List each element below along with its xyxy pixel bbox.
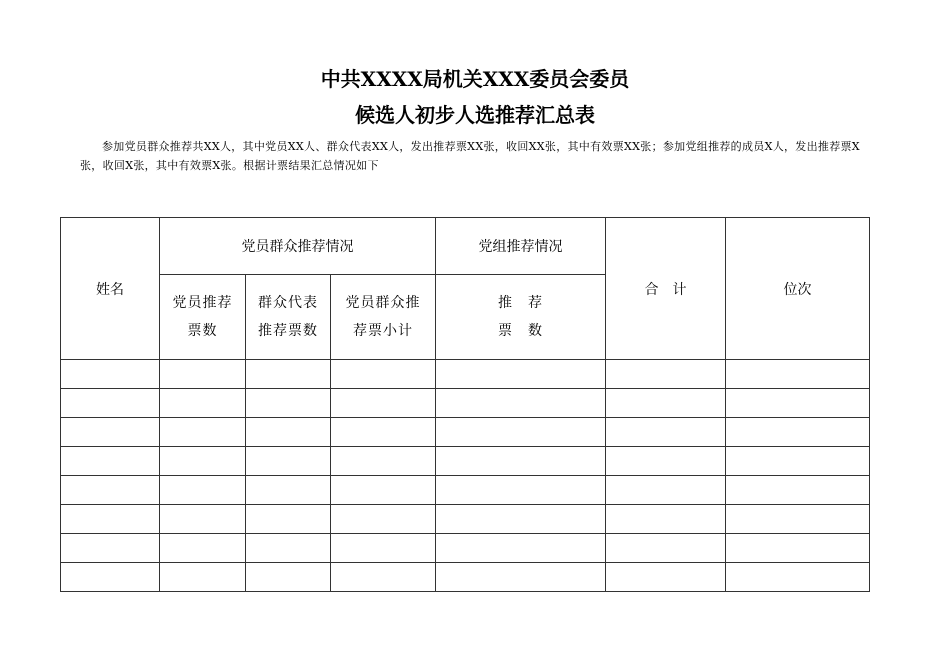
cell-party-member-votes[interactable] (160, 389, 246, 418)
table-row (61, 389, 870, 418)
cell-party-group-votes[interactable] (436, 389, 606, 418)
cell-total[interactable] (606, 360, 726, 389)
cell-name[interactable] (61, 476, 160, 505)
document-title-line1: 中共XXXX局机关XXX委员会委员 (320, 67, 630, 91)
cell-rank[interactable] (726, 563, 870, 592)
recommendation-summary-table (60, 217, 870, 592)
header-name: 姓名 (61, 218, 160, 360)
cell-name[interactable] (61, 360, 160, 389)
cell-total[interactable] (606, 476, 726, 505)
cell-name[interactable] (61, 418, 160, 447)
intro-paragraph: 参加党员群众推荐共XX人，其中党员XX人、群众代表XX人，发出推荐票XX张，收回XX张，其中有效票XX张；参加党组推荐的成员X人，发出推荐票X张，收回X张，其中有效票X张。根据计票结果汇总情况如下 (80, 140, 860, 172)
cell-mass-rep-votes[interactable] (246, 534, 331, 563)
table-row (61, 534, 870, 563)
cell-party-member-votes[interactable] (160, 476, 246, 505)
cell-mass-rep-votes[interactable] (246, 476, 331, 505)
document-title-line2: 候选人初步人选推荐汇总表 (355, 103, 595, 127)
cell-name[interactable] (61, 563, 160, 592)
header-total: 合 计 (606, 218, 726, 360)
cell-total[interactable] (606, 447, 726, 476)
header-row-group (61, 218, 870, 275)
cell-votes-subtotal[interactable] (331, 360, 436, 389)
cell-mass-rep-votes[interactable] (246, 447, 331, 476)
table-row (61, 476, 870, 505)
cell-mass-rep-votes[interactable] (246, 418, 331, 447)
cell-total[interactable] (606, 389, 726, 418)
table-row (61, 563, 870, 592)
cell-rank[interactable] (726, 360, 870, 389)
table-row (61, 447, 870, 476)
cell-mass-rep-votes[interactable] (246, 360, 331, 389)
cell-name[interactable] (61, 505, 160, 534)
cell-party-member-votes[interactable] (160, 534, 246, 563)
cell-party-group-votes[interactable] (436, 360, 606, 389)
cell-mass-rep-votes[interactable] (246, 505, 331, 534)
cell-votes-subtotal[interactable] (331, 505, 436, 534)
header-party-member-votes: 党员推荐 票数 (160, 275, 246, 360)
cell-party-member-votes[interactable] (160, 563, 246, 592)
cell-rank[interactable] (726, 476, 870, 505)
cell-name[interactable] (61, 534, 160, 563)
cell-party-group-votes[interactable] (436, 447, 606, 476)
header-party-group-recommendation: 党组推荐情况 (436, 218, 606, 275)
cell-party-group-votes[interactable] (436, 534, 606, 563)
table-row (61, 418, 870, 447)
cell-name[interactable] (61, 389, 160, 418)
cell-party-group-votes[interactable] (436, 563, 606, 592)
cell-votes-subtotal[interactable] (331, 563, 436, 592)
cell-party-group-votes[interactable] (436, 476, 606, 505)
cell-party-member-votes[interactable] (160, 418, 246, 447)
cell-party-group-votes[interactable] (436, 505, 606, 534)
header-votes-subtotal: 党员群众推 荐票小计 (331, 275, 436, 360)
cell-votes-subtotal[interactable] (331, 389, 436, 418)
header-rank: 位次 (726, 218, 870, 360)
cell-mass-rep-votes[interactable] (246, 389, 331, 418)
cell-party-member-votes[interactable] (160, 447, 246, 476)
cell-votes-subtotal[interactable] (331, 447, 436, 476)
cell-mass-rep-votes[interactable] (246, 563, 331, 592)
cell-votes-subtotal[interactable] (331, 418, 436, 447)
cell-votes-subtotal[interactable] (331, 476, 436, 505)
table-row (61, 360, 870, 389)
header-mass-rep-votes: 群众代表 推荐票数 (246, 275, 331, 360)
cell-rank[interactable] (726, 389, 870, 418)
cell-party-member-votes[interactable] (160, 505, 246, 534)
cell-rank[interactable] (726, 505, 870, 534)
cell-total[interactable] (606, 505, 726, 534)
cell-party-member-votes[interactable] (160, 360, 246, 389)
cell-total[interactable] (606, 534, 726, 563)
cell-total[interactable] (606, 418, 726, 447)
cell-total[interactable] (606, 563, 726, 592)
cell-rank[interactable] (726, 447, 870, 476)
header-party-group-votes: 推 荐 票 数 (436, 275, 606, 360)
cell-rank[interactable] (726, 534, 870, 563)
cell-rank[interactable] (726, 418, 870, 447)
header-mass-recommendation: 党员群众推荐情况 (160, 218, 436, 275)
cell-party-group-votes[interactable] (436, 418, 606, 447)
cell-name[interactable] (61, 447, 160, 476)
table-row (61, 505, 870, 534)
cell-votes-subtotal[interactable] (331, 534, 436, 563)
